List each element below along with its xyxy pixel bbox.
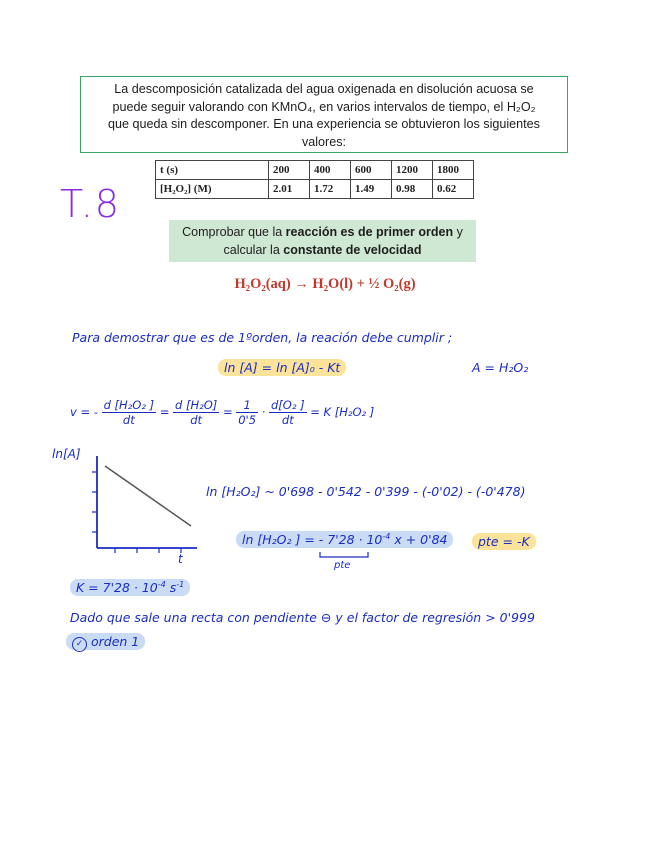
regression-equation — [236, 532, 453, 547]
order-text: orden 1 — [90, 634, 140, 649]
rate-constant-unit: s — [169, 580, 177, 596]
statement-line: La descomposición catalizada del agua oxigenada en disolución acuosa se — [114, 82, 534, 96]
rate-dot: · — [261, 405, 266, 419]
data-table — [155, 160, 474, 199]
rate-denominator: dt — [281, 413, 294, 427]
slope-equation — [472, 534, 536, 549]
a-definition: A = H₂O₂ — [472, 360, 529, 375]
statement-line: que queda sin descomponer. En una experiencia se obtuvieron los siguientes — [108, 117, 540, 131]
table-cell: 2.01 — [269, 180, 310, 199]
rate-numerator: d [H₂O₂ ] — [103, 398, 155, 412]
statement-line: valores: — [301, 134, 347, 149]
regression-exponent: -4 — [382, 532, 391, 541]
task-text: y — [453, 225, 463, 239]
table-row — [156, 180, 474, 199]
rate-fraction — [173, 398, 219, 427]
conclusion-note: Dado que sale una recta con pendiente ⊖ y el factor de regresión > 0'999 — [70, 610, 535, 625]
order-highlight — [66, 633, 145, 650]
problem-statement-box — [80, 76, 568, 153]
reaction-equation: H₂O₂(aq) → H₂O(l) + ½ O₂(g) — [234, 276, 416, 292]
rate-numerator: d[O₂ ] — [271, 398, 305, 412]
task-bold: constante de velocidad — [283, 243, 422, 257]
rate-constant-highlight — [70, 579, 190, 596]
problem-label: T.8 — [60, 182, 121, 226]
rate-constant — [70, 580, 190, 595]
rate-constant-unit-exponent: -1 — [176, 580, 185, 589]
task-bold: reacción es de primer orden — [285, 225, 454, 239]
check-icon: ✓ — [72, 637, 87, 652]
table-cell: 0.98 — [392, 180, 433, 199]
rate-numerator: d [H₂O] — [175, 398, 218, 412]
table-cell: 1.72 — [310, 180, 351, 199]
table-row — [156, 161, 474, 180]
order-result — [66, 634, 145, 652]
table-cell: 0.62 — [433, 180, 474, 199]
regression-text: x + 0'84 — [394, 532, 448, 548]
table-cell: 1800 — [433, 161, 474, 180]
rate-constant-text: K = 7'28 · 10 — [76, 580, 158, 596]
table-cell: 1200 — [392, 161, 433, 180]
graph-x-label: t — [178, 552, 183, 566]
rate-fraction — [236, 398, 258, 427]
task-text: calcular la — [223, 243, 284, 257]
rate-fraction — [269, 398, 307, 427]
table-cell: 600 — [351, 161, 392, 180]
rate-equals: = — [159, 405, 170, 419]
rate-fraction — [102, 398, 157, 427]
sketch-graph — [85, 452, 205, 564]
table-cell: 400 — [310, 161, 351, 180]
task-box — [169, 220, 476, 262]
rate-v: v = - — [70, 405, 98, 419]
regression-text: ln [H₂O₂ ] = - 7'28 · 10 — [242, 532, 383, 548]
rate-expression — [70, 398, 374, 427]
table-cell: 1.49 — [351, 180, 392, 199]
first-order-law — [218, 360, 346, 375]
ln-values: ln [H₂O₂] ~ 0'698 - 0'542 - 0'399 - (-0'02) - (-0'478) — [206, 484, 526, 499]
task-text: Comprobar que la — [182, 225, 286, 239]
rate-numerator: 1 — [236, 398, 258, 413]
rate-equals: = — [222, 405, 233, 419]
table-cell: 200 — [269, 161, 310, 180]
table-cell: [H₂O₂] (M) — [156, 180, 269, 199]
graph-y-label: ln[A] — [52, 447, 81, 461]
table-cell: t (s) — [156, 161, 269, 180]
rate-constant-exponent: -4 — [157, 580, 166, 589]
slope-under-label: pte — [334, 560, 351, 571]
rate-denominator: dt — [122, 413, 135, 427]
rate-end: = K [H₂O₂ ] — [310, 405, 375, 419]
statement-line: puede seguir valorando con KMnO₄, en varios intervalos de tiempo, el H₂O₂ — [112, 99, 536, 114]
regression-highlight — [236, 531, 453, 548]
rate-denominator: dt — [190, 413, 203, 427]
rate-denominator: 0'5 — [238, 413, 257, 427]
slope-highlight: pte = -K — [472, 533, 536, 550]
graph-line — [105, 466, 191, 526]
first-order-law-text: ln [A] = ln [A]₀ - Kt — [218, 359, 346, 376]
intro-note: Para demostrar que es de 1ºorden, la reación debe cumplir ; — [72, 330, 453, 345]
